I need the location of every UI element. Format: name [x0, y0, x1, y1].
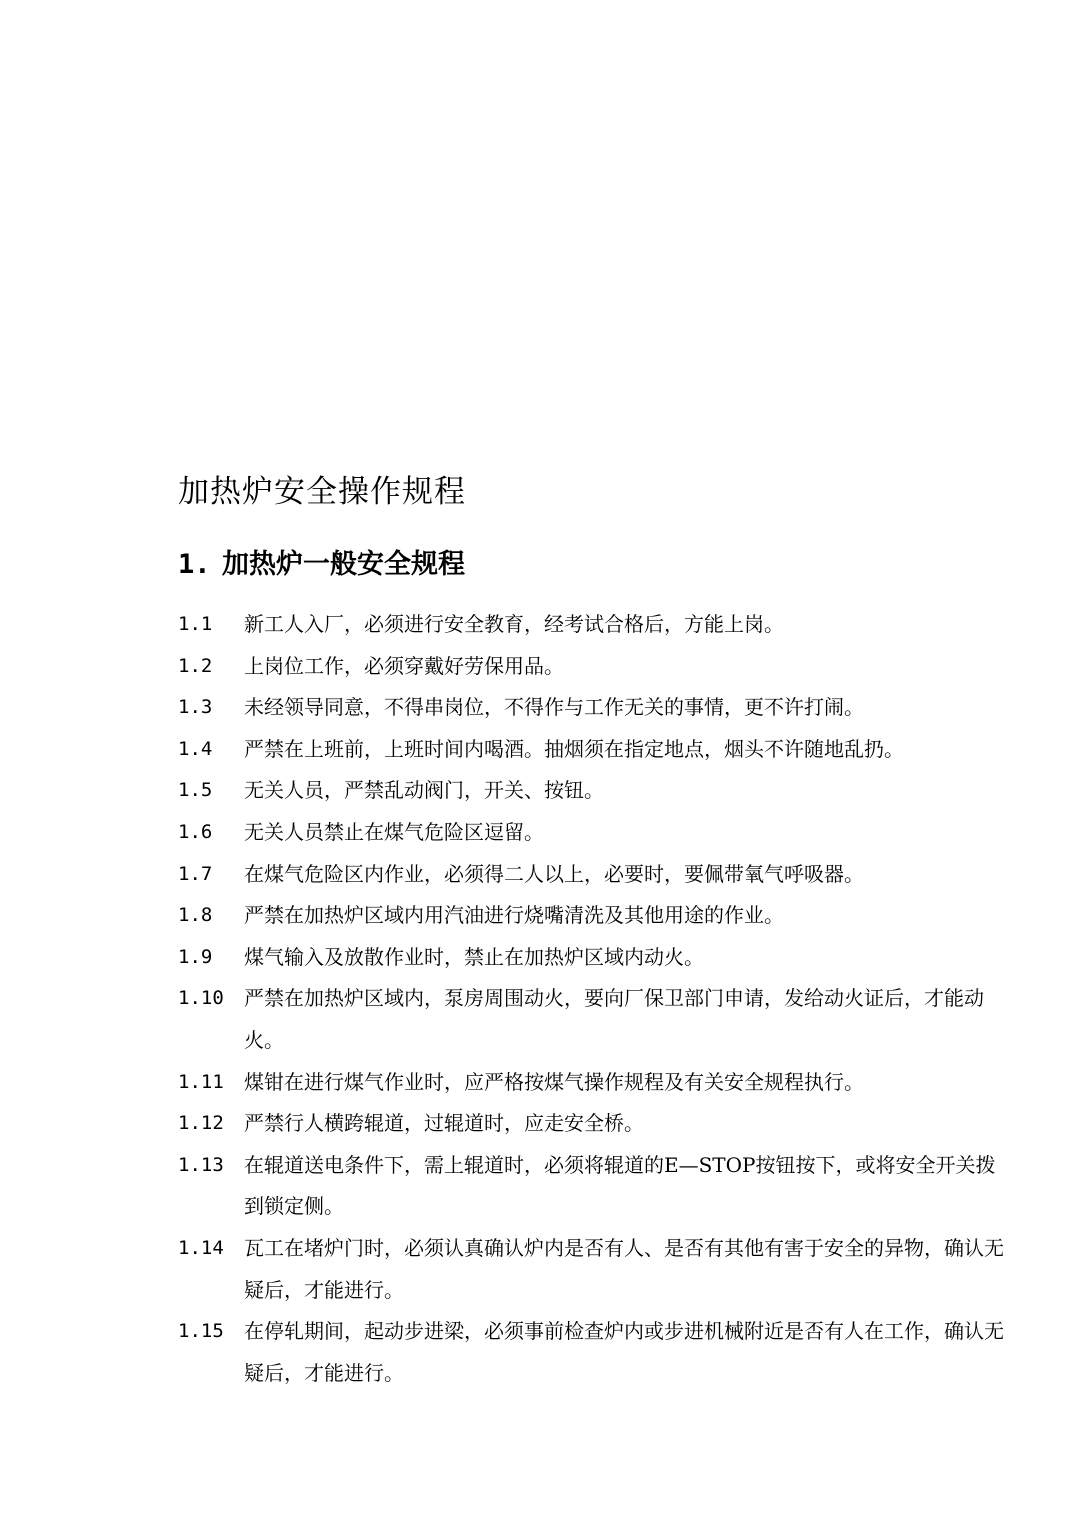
section-number: 1.	[178, 549, 211, 580]
rule-item	[178, 812, 1008, 854]
rule-number: 1.4	[178, 737, 213, 760]
rule-item	[178, 895, 1008, 937]
rule-item	[178, 687, 1008, 729]
rule-number: 1.2	[178, 654, 213, 677]
rule-number: 1.10	[178, 987, 224, 1010]
rule-text: 严禁在加热炉区域内用汽油进行烧嘴清洗及其他用途的作业。	[244, 903, 784, 928]
rule-text: 煤气输入及放散作业时，禁止在加热炉区域内动火。	[244, 944, 704, 969]
rule-item	[178, 1103, 1008, 1145]
rule-text: 无关人员禁止在煤气危险区逗留。	[244, 819, 544, 844]
rule-item	[178, 937, 1008, 979]
rule-text: 无关人员，严禁乱动阀门，开关、按钮。	[244, 778, 604, 803]
rule-number: 1.14	[178, 1236, 224, 1259]
rule-item	[178, 729, 1008, 771]
rule-text: 煤钳在进行煤气作业时，应严格按煤气操作规程及有关安全规程执行。	[244, 1069, 864, 1094]
rule-number: 1.3	[178, 696, 213, 719]
rule-text: 严禁在上班前，上班时间内喝酒。抽烟须在指定地点，烟头不许随地乱扔。	[244, 736, 904, 761]
rule-number: 1.12	[178, 1112, 224, 1135]
rule-text: 新工人入厂，必须进行安全教育，经考试合格后，方能上岗。	[244, 612, 784, 636]
rule-item	[178, 854, 1008, 896]
rule-number: 1.7	[178, 862, 213, 885]
rule-item	[178, 604, 1008, 646]
rule-number: 1.8	[178, 904, 213, 927]
rule-number: 1.13	[178, 1153, 224, 1176]
rule-number: 1.9	[178, 945, 213, 968]
rule-number: 1.1	[178, 613, 213, 635]
rule-text: 严禁行人横跨辊道，过辊道时，应走安全桥。	[244, 1111, 644, 1136]
rule-item	[178, 770, 1008, 812]
rule-item	[178, 646, 1008, 688]
section-heading	[178, 545, 465, 585]
rule-item	[178, 1145, 1008, 1228]
rule-text: 严禁在加热炉区域内，泵房周围动火，要向厂保卫部门申请，发给动火证后，才能动火。	[244, 986, 984, 1052]
rule-number: 1.5	[178, 779, 213, 802]
section-title: 加热炉一般安全规程	[222, 549, 465, 580]
rule-text: 未经领导同意，不得串岗位，不得作与工作无关的事情，更不许打闹。	[244, 695, 864, 720]
rule-item	[178, 1228, 1008, 1311]
rule-item	[178, 1311, 1008, 1394]
rule-item	[178, 1062, 1008, 1104]
rule-number: 1.6	[178, 820, 213, 843]
rule-number: 1.11	[178, 1070, 224, 1093]
rule-item	[178, 978, 1008, 1061]
rule-text: 在停轧期间，起动步进梁，必须事前检查炉内或步进机械附近是否有人在工作，确认无疑后，才能进行。	[244, 1319, 1004, 1385]
rule-list	[178, 604, 1008, 1394]
rule-text: 在辊道送电条件下，需上辊道时，必须将辊道的E—STOP按钮按下，或将安全开关拨到锁定侧。	[244, 1152, 996, 1219]
rule-number: 1.15	[178, 1320, 224, 1343]
rule-text: 上岗位工作，必须穿戴好劳保用品。	[244, 653, 564, 678]
rule-text: 瓦工在堵炉门时，必须认真确认炉内是否有人、是否有其他有害于安全的异物，确认无疑后，才能进行。	[244, 1235, 1004, 1302]
document-title: 加热炉安全操作规程	[178, 474, 466, 510]
rule-text: 在煤气危险区内作业，必须得二人以上，必要时，要佩带氧气呼吸器。	[244, 861, 864, 886]
